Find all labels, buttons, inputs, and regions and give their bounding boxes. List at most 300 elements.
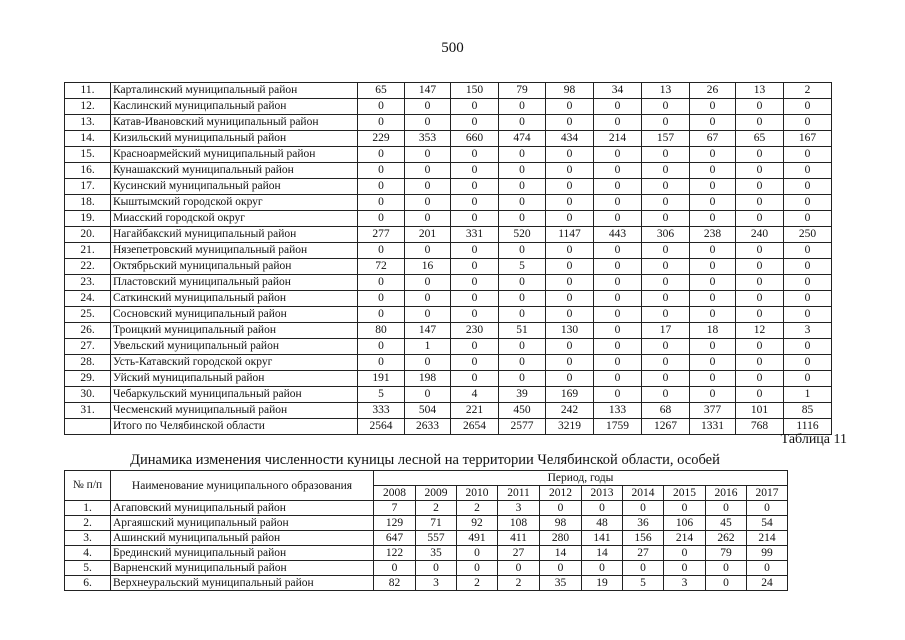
year-value-cell: 3219 [546,419,594,435]
table-row [65,403,832,419]
year-value-cell: 98 [540,516,582,531]
year-value-cell: 85 [784,403,832,419]
year-value-cell: 2 [416,501,457,516]
year-value-cell: 13 [642,83,690,99]
year-value-cell: 0 [451,339,499,355]
year-value-cell: 0 [664,561,706,576]
table-label: Таблица 11 [780,432,847,447]
year-value-cell: 0 [451,291,499,307]
year-value-cell: 0 [642,339,690,355]
year-value-cell: 0 [405,355,451,371]
year-value-cell: 0 [594,99,642,115]
year-value-cell: 0 [664,501,706,516]
year-value-cell: 0 [784,179,832,195]
header-year: 2011 [498,486,540,501]
row-number: 18. [65,195,111,211]
year-value-cell: 0 [690,355,736,371]
year-value-cell: 557 [416,531,457,546]
year-value-cell: 54 [747,516,788,531]
year-value-cell: 0 [784,355,832,371]
year-value-cell: 0 [736,147,784,163]
row-number: 26. [65,323,111,339]
municipality-name: Каслинский муниципальный район [111,99,358,115]
year-value-cell: 0 [405,147,451,163]
year-value-cell: 0 [499,179,546,195]
municipality-name: Усть-Катавский городской округ [111,355,358,371]
year-value-cell: 0 [358,355,405,371]
row-number: 31. [65,403,111,419]
year-value-cell: 147 [405,83,451,99]
year-value-cell: 65 [736,131,784,147]
year-value-cell: 17 [642,323,690,339]
year-value-cell: 0 [499,195,546,211]
row-number: 22. [65,259,111,275]
year-value-cell: 14 [540,546,582,561]
year-value-cell: 0 [690,275,736,291]
year-value-cell: 0 [594,147,642,163]
year-value-cell: 0 [546,179,594,195]
table-row [65,307,832,323]
row-number: 19. [65,211,111,227]
table-row [65,259,832,275]
year-value-cell: 1116 [784,419,832,435]
row-number: 17. [65,179,111,195]
year-value-cell: 443 [594,227,642,243]
year-value-cell: 67 [690,131,736,147]
row-number: 6. [65,576,111,591]
year-value-cell: 0 [784,275,832,291]
year-value-cell: 24 [747,576,788,591]
year-value-cell: 0 [546,243,594,259]
year-value-cell: 0 [546,259,594,275]
municipality-name: Кизильский муниципальный район [111,131,358,147]
year-value-cell: 0 [642,195,690,211]
year-value-cell: 0 [499,99,546,115]
year-value-cell: 250 [784,227,832,243]
year-value-cell: 0 [358,147,405,163]
year-value-cell: 214 [664,531,706,546]
year-value-cell: 101 [736,403,784,419]
year-value-cell: 0 [499,243,546,259]
year-value-cell: 0 [405,179,451,195]
municipality-name: Нагайбакский муниципальный район [111,227,358,243]
year-value-cell: 191 [358,371,405,387]
row-number: 23. [65,275,111,291]
year-value-cell: 0 [499,291,546,307]
year-value-cell: 5 [358,387,405,403]
year-value-cell: 0 [594,275,642,291]
year-value-cell: 660 [451,131,499,147]
year-value-cell: 99 [747,546,788,561]
municipality-name: Ашинский муниципальный район [111,531,374,546]
row-number: 1. [65,501,111,516]
header-municipality-name: Наименование муниципального образования [111,471,374,501]
year-value-cell: 0 [736,211,784,227]
year-value-cell: 129 [374,516,416,531]
year-value-cell: 0 [405,387,451,403]
row-number: 15. [65,147,111,163]
year-value-cell: 0 [706,576,747,591]
year-value-cell: 0 [405,115,451,131]
municipality-name: Троицкий муниципальный район [111,323,358,339]
table-row [65,419,832,435]
municipality-name: Верхнеуральский муниципальный район [111,576,374,591]
year-value-cell: 5 [623,576,664,591]
row-number [65,419,111,435]
year-value-cell: 0 [736,387,784,403]
year-value-cell: 377 [690,403,736,419]
year-value-cell: 0 [546,163,594,179]
year-value-cell: 2564 [358,419,405,435]
header-year: 2017 [747,486,788,501]
municipality-name: Миасский городской округ [111,211,358,227]
year-value-cell: 2 [457,501,498,516]
municipality-name: Сосновский муниципальный район [111,307,358,323]
year-value-cell: 2 [457,576,498,591]
year-value-cell: 0 [451,179,499,195]
year-value-cell: 331 [451,227,499,243]
year-value-cell: 0 [690,99,736,115]
table-row [65,275,832,291]
year-value-cell: 0 [784,163,832,179]
year-value-cell: 79 [706,546,747,561]
year-value-cell: 0 [546,147,594,163]
year-value-cell: 0 [405,195,451,211]
year-value-cell: 0 [451,371,499,387]
year-value-cell: 0 [499,371,546,387]
year-value-cell: 0 [747,561,788,576]
municipality-name: Кунашакский муниципальный район [111,163,358,179]
year-value-cell: 0 [784,115,832,131]
year-value-cell: 0 [594,179,642,195]
year-value-cell: 0 [499,339,546,355]
table-row [65,561,788,576]
year-value-cell: 0 [642,147,690,163]
year-value-cell: 16 [405,259,451,275]
municipality-name: Красноармейский муниципальный район [111,147,358,163]
year-value-cell: 156 [623,531,664,546]
year-value-cell: 0 [358,291,405,307]
year-value-cell: 68 [642,403,690,419]
year-value-cell: 0 [358,195,405,211]
year-value-cell: 0 [736,163,784,179]
year-value-cell: 262 [706,531,747,546]
header-year: 2010 [457,486,498,501]
year-value-cell: 504 [405,403,451,419]
table-row [65,83,832,99]
table-row [65,211,832,227]
year-value-cell: 0 [736,339,784,355]
year-value-cell: 0 [736,115,784,131]
year-value-cell: 0 [594,371,642,387]
year-value-cell: 0 [736,307,784,323]
year-value-cell: 0 [358,115,405,131]
year-value-cell: 0 [451,275,499,291]
year-value-cell: 0 [457,546,498,561]
year-value-cell: 198 [405,371,451,387]
year-value-cell: 0 [499,275,546,291]
year-value-cell: 0 [582,501,623,516]
year-value-cell: 0 [540,561,582,576]
year-value-cell: 201 [405,227,451,243]
municipality-name: Варненский муниципальный район [111,561,374,576]
row-number: 11. [65,83,111,99]
year-value-cell: 240 [736,227,784,243]
year-value-cell: 0 [594,163,642,179]
year-value-cell: 0 [594,323,642,339]
year-value-cell: 242 [546,403,594,419]
year-value-cell: 0 [642,243,690,259]
year-value-cell: 306 [642,227,690,243]
year-value-cell: 0 [736,291,784,307]
year-value-cell: 0 [405,243,451,259]
year-value-cell: 0 [784,243,832,259]
municipality-name: Пластовский муниципальный район [111,275,358,291]
year-value-cell: 0 [784,99,832,115]
year-value-cell: 0 [784,371,832,387]
year-value-cell: 0 [594,307,642,323]
year-value-cell: 13 [736,83,784,99]
year-value-cell: 147 [405,323,451,339]
table-row [65,355,832,371]
year-value-cell: 0 [594,195,642,211]
year-value-cell: 4 [451,387,499,403]
year-value-cell: 18 [690,323,736,339]
year-value-cell: 169 [546,387,594,403]
year-value-cell: 2577 [499,419,546,435]
table-row [65,163,832,179]
year-value-cell: 0 [784,259,832,275]
year-value-cell: 92 [457,516,498,531]
row-number: 30. [65,387,111,403]
table-row [65,147,832,163]
year-value-cell: 2 [784,83,832,99]
year-value-cell: 0 [706,561,747,576]
year-value-cell: 36 [623,516,664,531]
year-value-cell: 0 [642,163,690,179]
year-value-cell: 0 [642,307,690,323]
year-value-cell: 3 [784,323,832,339]
municipality-name: Уйский муниципальный район [111,371,358,387]
municipality-name: Чебаркульский муниципальный район [111,387,358,403]
year-value-cell: 0 [690,179,736,195]
year-value-cell: 0 [642,371,690,387]
year-value-cell: 0 [594,387,642,403]
header-year: 2015 [664,486,706,501]
year-value-cell: 0 [690,115,736,131]
year-value-cell: 1331 [690,419,736,435]
row-number: 2. [65,516,111,531]
year-value-cell: 0 [664,546,706,561]
table-row [65,339,832,355]
row-number: 20. [65,227,111,243]
year-value-cell: 0 [642,387,690,403]
year-value-cell: 277 [358,227,405,243]
year-value-cell: 230 [451,323,499,339]
year-value-cell: 0 [546,115,594,131]
year-value-cell: 0 [546,307,594,323]
year-value-cell: 1759 [594,419,642,435]
table-row [65,99,832,115]
year-value-cell: 0 [358,163,405,179]
year-value-cell: 0 [690,163,736,179]
header-year: 2016 [706,486,747,501]
year-value-cell: 0 [690,291,736,307]
year-value-cell: 0 [594,259,642,275]
year-value-cell: 0 [690,339,736,355]
year-value-cell: 0 [358,99,405,115]
year-value-cell: 0 [498,561,540,576]
year-value-cell: 0 [358,179,405,195]
row-number: 16. [65,163,111,179]
year-value-cell: 130 [546,323,594,339]
year-value-cell: 0 [784,147,832,163]
year-value-cell: 0 [405,211,451,227]
year-value-cell: 0 [451,243,499,259]
table-row [65,179,832,195]
year-value-cell: 0 [736,179,784,195]
year-value-cell: 411 [498,531,540,546]
table-row [65,243,832,259]
year-value-cell: 768 [736,419,784,435]
header-number: № п/п [65,471,111,501]
year-value-cell: 0 [642,291,690,307]
year-value-cell: 0 [623,501,664,516]
row-number: 4. [65,546,111,561]
year-value-cell: 214 [594,131,642,147]
year-value-cell: 0 [499,211,546,227]
year-value-cell: 1 [784,387,832,403]
year-value-cell: 0 [405,275,451,291]
year-value-cell: 434 [546,131,594,147]
table-row [65,291,832,307]
year-value-cell: 0 [451,147,499,163]
municipality-name: Октябрьский муниципальный район [111,259,358,275]
year-value-cell: 0 [623,561,664,576]
year-value-cell: 0 [546,371,594,387]
table-row [65,516,788,531]
year-value-cell: 106 [664,516,706,531]
municipality-name: Карталинский муниципальный район [111,83,358,99]
year-value-cell: 0 [405,291,451,307]
year-value-cell: 214 [747,531,788,546]
year-value-cell: 333 [358,403,405,419]
year-value-cell: 238 [690,227,736,243]
year-value-cell: 3 [664,576,706,591]
table-row [65,115,832,131]
municipality-name: Брединский муниципальный район [111,546,374,561]
year-value-cell: 12 [736,323,784,339]
year-value-cell: 0 [451,115,499,131]
year-value-cell: 26 [690,83,736,99]
year-value-cell: 221 [451,403,499,419]
year-value-cell: 82 [374,576,416,591]
year-value-cell: 0 [736,355,784,371]
year-value-cell: 39 [499,387,546,403]
row-number: 28. [65,355,111,371]
year-value-cell: 0 [582,561,623,576]
table-row [65,576,788,591]
year-value-cell: 0 [451,163,499,179]
year-value-cell: 0 [594,339,642,355]
year-value-cell: 520 [499,227,546,243]
municipality-name: Нязепетровский муниципальный район [111,243,358,259]
year-value-cell: 0 [405,307,451,323]
row-number: 24. [65,291,111,307]
year-value-cell: 150 [451,83,499,99]
municipality-name: Саткинский муниципальный район [111,291,358,307]
year-value-cell: 0 [405,163,451,179]
year-value-cell: 474 [499,131,546,147]
table-row [65,227,832,243]
year-value-cell: 0 [499,147,546,163]
year-value-cell: 0 [358,243,405,259]
year-value-cell: 27 [623,546,664,561]
year-value-cell: 80 [358,323,405,339]
year-value-cell: 0 [451,259,499,275]
year-value-cell: 280 [540,531,582,546]
year-value-cell: 0 [594,355,642,371]
year-value-cell: 0 [642,211,690,227]
year-value-cell: 0 [736,275,784,291]
year-value-cell: 35 [416,546,457,561]
year-value-cell: 0 [546,99,594,115]
year-value-cell: 27 [498,546,540,561]
header-year: 2009 [416,486,457,501]
table-row [65,323,832,339]
year-value-cell: 19 [582,576,623,591]
municipality-name: Аргаяшский муниципальный район [111,516,374,531]
year-value-cell: 0 [690,307,736,323]
year-value-cell: 0 [706,501,747,516]
year-value-cell: 0 [784,307,832,323]
year-value-cell: 0 [451,307,499,323]
header-period: Период, годы [374,471,788,486]
year-value-cell: 0 [594,115,642,131]
year-value-cell: 7 [374,501,416,516]
row-number: 14. [65,131,111,147]
year-value-cell: 0 [642,259,690,275]
year-value-cell: 45 [706,516,747,531]
year-value-cell: 0 [784,195,832,211]
header-year: 2012 [540,486,582,501]
table-row [65,387,832,403]
table-row [65,501,788,516]
year-value-cell: 157 [642,131,690,147]
year-value-cell: 0 [374,561,416,576]
year-value-cell: 0 [358,211,405,227]
table-title: Динамика изменения численности куницы лесной на территории Челябинской области, особей [130,452,720,468]
year-value-cell: 0 [736,195,784,211]
year-value-cell: 0 [690,371,736,387]
year-value-cell: 79 [499,83,546,99]
year-value-cell: 0 [784,291,832,307]
year-value-cell: 1267 [642,419,690,435]
row-number: 29. [65,371,111,387]
year-value-cell: 1 [405,339,451,355]
year-value-cell: 0 [358,339,405,355]
year-value-cell: 0 [546,339,594,355]
year-value-cell: 72 [358,259,405,275]
year-value-cell: 0 [642,115,690,131]
year-value-cell: 0 [690,259,736,275]
year-value-cell: 122 [374,546,416,561]
year-value-cell: 0 [736,99,784,115]
year-value-cell: 0 [546,275,594,291]
year-value-cell: 0 [784,339,832,355]
year-value-cell: 0 [540,501,582,516]
page-number: 500 [441,40,464,56]
